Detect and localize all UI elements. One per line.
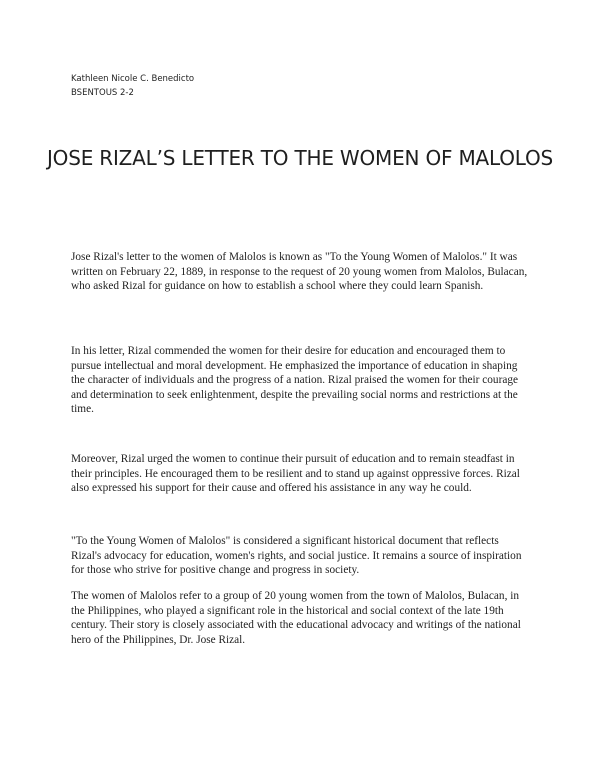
document-header — [71, 72, 194, 100]
paragraph-2: In his letter, Rizal commended the women for their desire for education and encouraged them to pursue intellectual and moral development. He emphasized the importance of education in shaping the character of individuals and the progress of a nation. Rizal praised the women for their courage and determination to seek enlightenment, despite the prevailing social norms and restrictions at the time. — [71, 345, 519, 416]
document-title: JOSE RIZAL’S LETTER TO THE WOMEN OF MALOLOS — [46, 146, 554, 170]
paragraph-5: The women of Malolos refer to a group of 20 young women from the town of Malolos, Bulacan, in the Philippines, who played a significant role in the historical and social context of the late 19th century. Their story is closely associated with the educational advocacy and writings of the national hero of the Philippines, Dr. Jose Rizal. — [71, 590, 521, 646]
paragraph-3: Moreover, Rizal urged the women to continue their pursuit of education and to remain steadfast in their principles. He encouraged them to be resilient and to stand up against oppressive forces. Rizal also expressed his support for their cause and offered his assistance in any way he could. — [71, 453, 520, 495]
author-name: Kathleen Nicole C. Benedicto — [71, 74, 195, 84]
course-section: BSENTOUS 2-2 — [71, 88, 134, 98]
paragraph-4: "To the Young Women of Malolos" is considered a significant historical document that reflects Rizal's advocacy for education, women's rights, and social justice. It remains a source of inspiration for those who strive for positive change and progress in society. — [71, 535, 522, 577]
paragraph-1: Jose Rizal's letter to the women of Malolos is known as "To the Young Women of Malolos." It was written on February 22, 1889, in response to the request of 20 young women from Malolos, Bulacan, who asked Rizal for guidance on how to establish a school where they could learn Spanish. — [71, 251, 528, 293]
